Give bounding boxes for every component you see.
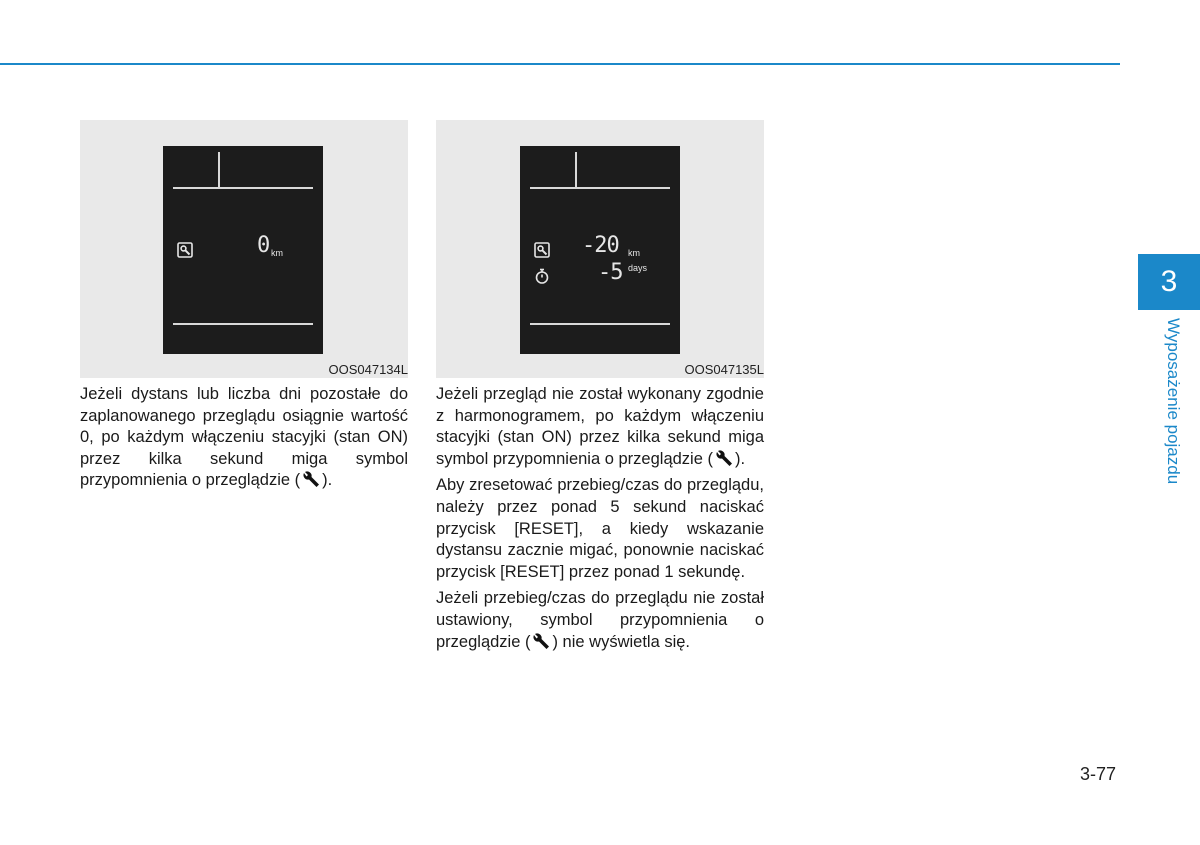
distance-unit: km [271,248,283,258]
paragraph: Aby zresetować przebieg/czas do przeglądu, należy przez ponad 5 sekund naciskać przycisk [RESET], a kiedy wskazanie dystansu zacznie migać, ponownie naciskać przycisk [RESET] przez ponad 1 sekundę. [436,476,764,581]
paragraph: Jeżeli przegląd nie został wykonany zgodnie z harmonogramem, po każdym włączeniu stacyjki (stan ON) przez kilka sekund miga symbol przypomnienia o przeglądzie ( ). [436,385,764,468]
display-divider-bottom [530,323,670,325]
figure-caption: OOS047134L [328,362,408,377]
display-divider-bottom [173,323,313,325]
paragraph: Jeżeli dystans lub liczba dni pozostałe do zaplanowanego przeglądu osiągnie wartość 0, po każdym włączeniu stacyjki (stan ON) przez kilka sekund miga symbol przypomnienia o przeglądzie ( ). [80,385,408,490]
page-number: 3-77 [1080,764,1117,784]
days-unit: days [628,263,648,273]
wrench-icon [301,471,321,488]
display-divider-vertical [218,152,220,188]
text-column-left [80,384,408,497]
chapter-number-tab: 3 [1138,254,1200,310]
distance-value: 0 [257,233,270,258]
display-divider-top [530,187,670,189]
figure-cluster-service-overdue [436,120,764,378]
distance-value: -20 [582,233,619,258]
service-wrench-icon [534,242,550,258]
cluster-display [520,146,680,354]
figure-caption: OOS047135L [684,362,764,377]
wrench-icon [714,450,734,467]
header-rule [0,63,1120,65]
display-divider-top [173,187,313,189]
service-wrench-icon [177,242,193,258]
cluster-display [163,146,323,354]
timer-icon [534,268,550,284]
figure-cluster-service-zero [80,120,408,378]
distance-unit: km [628,248,640,258]
text-column-right [436,384,764,658]
days-value: -5 [598,260,623,285]
display-divider-vertical [575,152,577,188]
wrench-icon [531,633,551,650]
paragraph: Jeżeli przebieg/czas do przeglądu nie został ustawiony, symbol przypomnienia o przeglądzie ( ) nie wyświetla się. [436,589,764,651]
chapter-title: Wyposażenie pojazdu [1164,318,1183,485]
